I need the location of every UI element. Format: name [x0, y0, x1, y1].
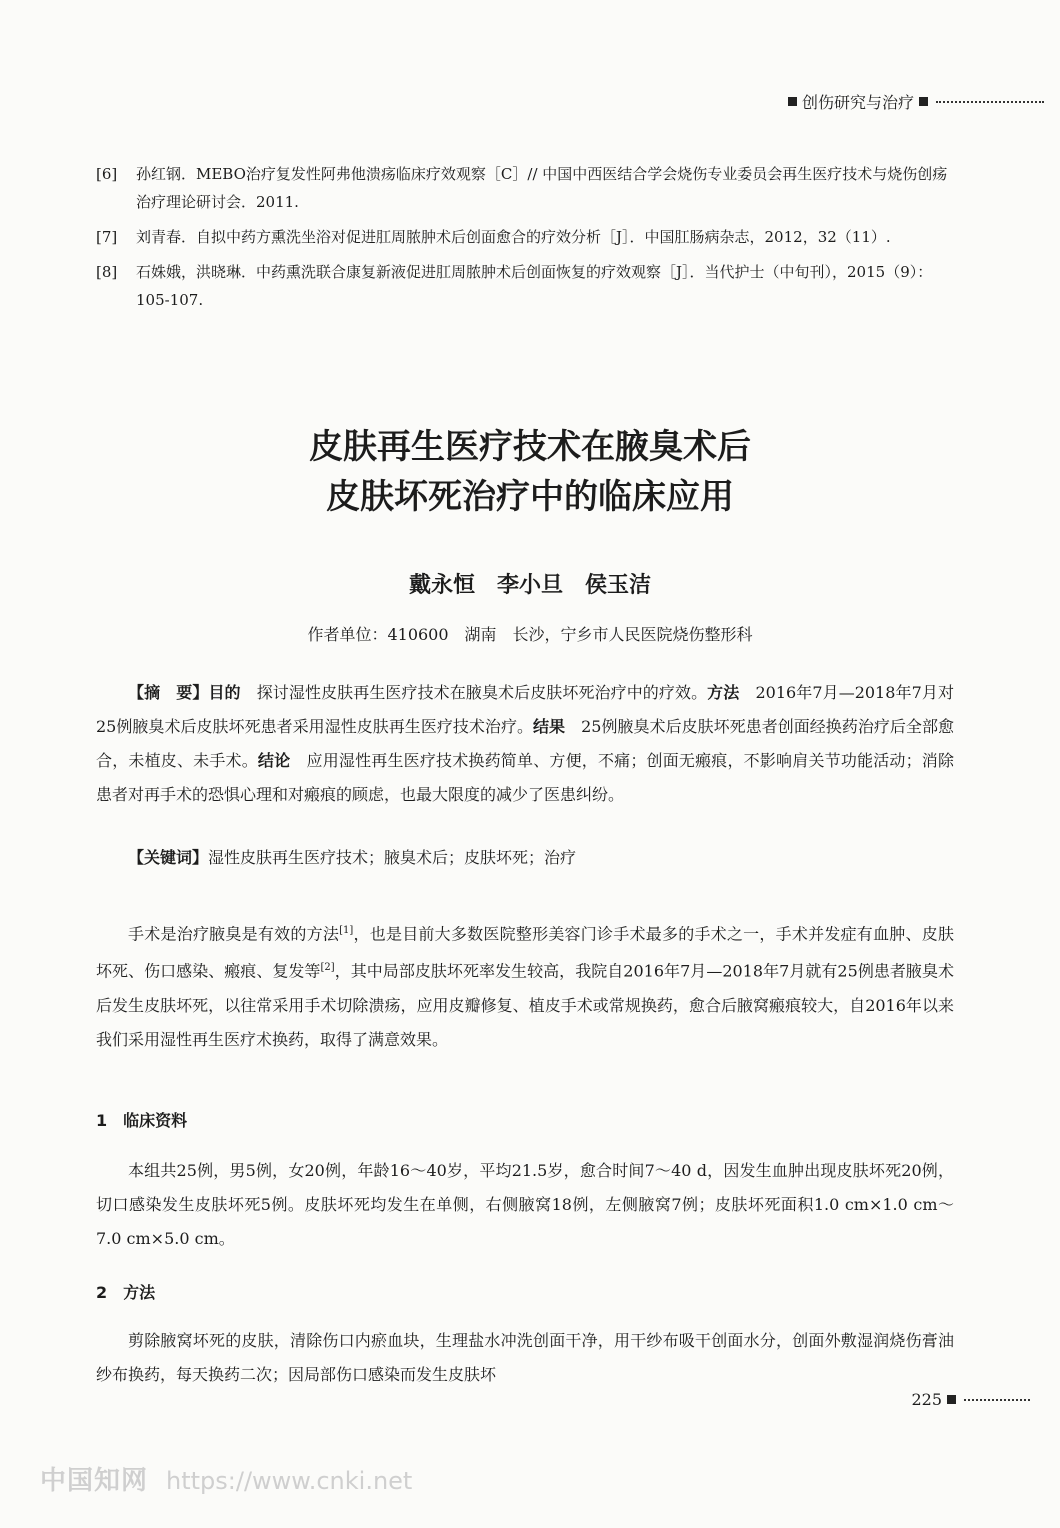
author-list: 戴永恒 李小旦 侯玉洁 — [408, 572, 651, 598]
paragraph: 本组共25例，男5例，女20例，年龄16～40岁，平均21.5岁，愈合时间7～40 d，因发生血肿出现皮肤坏死20例，切口感染发生皮肤坏死5例。皮肤坏死均发生在单侧，右侧腋窝18例，左侧腋窝7例；皮肤坏死面积1.0 cm×1.0 cm～7.0 cm×5.0 cm。 — [96, 1161, 954, 1248]
running-header — [783, 90, 1044, 113]
dotted-leader — [964, 1399, 1030, 1401]
paragraph: 剪除腋窝坏死的皮肤，清除伤口内瘀血块，生理盐水冲洗创面干净，用干纱布吸干创面水分，创面外敷湿润烧伤膏油纱布换药，每天换药二次；因局部伤口感染而发生皮肤坏 — [96, 1331, 954, 1384]
reference-number: [8] — [96, 263, 118, 281]
dotted-leader — [936, 101, 1044, 103]
intro-paragraph — [96, 914, 954, 1057]
conclusion-label: 结论 — [257, 751, 291, 770]
reference-item — [96, 258, 956, 314]
watermark-url: https://www.cnki.net — [166, 1467, 413, 1495]
reference-item — [96, 223, 956, 251]
citation: [2] — [320, 962, 335, 974]
section-heading: 1 临床资料 — [96, 1111, 188, 1130]
conclusion-text: 应用湿性再生医疗技术换药简单、方便，不痛；创面无瘢痕，不影响肩关节功能活动；消除患者对再手术的恐惧心理和对瘢痕的顾虑，也最大限度的减少了医患纠纷。 — [96, 751, 954, 804]
reference-text: 刘青春．自拟中药方熏洗坐浴对促进肛周脓肿术后创面愈合的疗效分析［J］．中国肛肠病杂志，2012，32（11）. — [136, 228, 891, 246]
watermark-logo: 中国知网 — [40, 1466, 149, 1496]
results-text: 25例腋臭术后皮肤坏死患者创面经换药治疗后全部愈合，未植皮、未手术。 — [96, 717, 954, 770]
reference-item — [96, 160, 956, 216]
reference-number: [6] — [96, 165, 118, 183]
section-heading: 2 方法 — [96, 1283, 156, 1302]
methods-text: 2016年7月—2018年7月对25例腋臭术后皮肤坏死患者采用湿性皮肤再生医疗技术治疗。 — [96, 683, 954, 736]
section-label: 创伤研究与治疗 — [801, 93, 914, 112]
intro-text: ，也是目前大多数医院整形美容门诊手术最多的手术之一，手术并发症有血肿、皮肤坏死、伤口感染、瘢痕、复发等 — [96, 924, 954, 981]
objective-label: 目的 — [208, 683, 241, 702]
reference-list — [96, 160, 956, 321]
objective-text: 探讨湿性皮肤再生医疗技术在腋臭术后皮肤坏死治疗中的疗效。 — [256, 683, 708, 702]
square-bullet-icon — [919, 97, 928, 106]
square-bullet-icon — [788, 97, 797, 106]
reference-number: [7] — [96, 228, 118, 246]
keywords-label: 【关键词】 — [128, 848, 209, 867]
title-line-1: 皮肤再生医疗技术在腋臭术后 — [309, 427, 751, 467]
reference-text: 石姝娥，洪晓琳．中药熏洗联合康复新液促进肛周脓肿术后创面恢复的疗效观察［J］．当代护士（中旬刊），2015（9）：105-107. — [136, 263, 933, 309]
results-label: 结果 — [533, 717, 566, 736]
reference-text: 孙红钢．MEBO治疗复发性阿弗他溃疡临床疗效观察［C］// 中国中西医结合学会烧伤专业委员会再生医疗技术与烧伤创疡治疗理论研讨会．2011. — [136, 165, 948, 211]
keywords-text: 湿性皮肤再生医疗技术；腋臭术后；皮肤坏死；治疗 — [208, 848, 577, 867]
abstract-label: 【摘 要】 — [128, 683, 209, 702]
title-line-2: 皮肤坏死治疗中的临床应用 — [326, 477, 734, 517]
keywords — [128, 845, 954, 868]
square-bullet-icon — [947, 1395, 956, 1404]
citation: [1] — [339, 925, 354, 936]
article-title — [0, 422, 1060, 522]
methods-label: 方法 — [707, 683, 740, 702]
intro-text: ，其中局部皮肤坏死率发生较高，我院自2016年7月—2018年7月就有25例患者腋臭术后发生皮肤坏死，以往常采用手术切除溃疡，应用皮瓣修复、植皮手术或常规换药，愈合后腋窝瘢痕较大，自2016年以来我们采用湿性再生医疗术换药，取得了满意效果。 — [96, 961, 954, 1049]
watermark — [40, 1460, 412, 1497]
author-affiliation: 作者单位：410600 湖南 长沙，宁乡市人民医院烧伤整形科 — [307, 625, 753, 644]
intro-text: 手术是治疗腋臭是有效的方法 — [128, 924, 340, 944]
page-number-block — [911, 1390, 1030, 1409]
abstract — [96, 676, 954, 812]
page-number: 225 — [911, 1390, 942, 1409]
